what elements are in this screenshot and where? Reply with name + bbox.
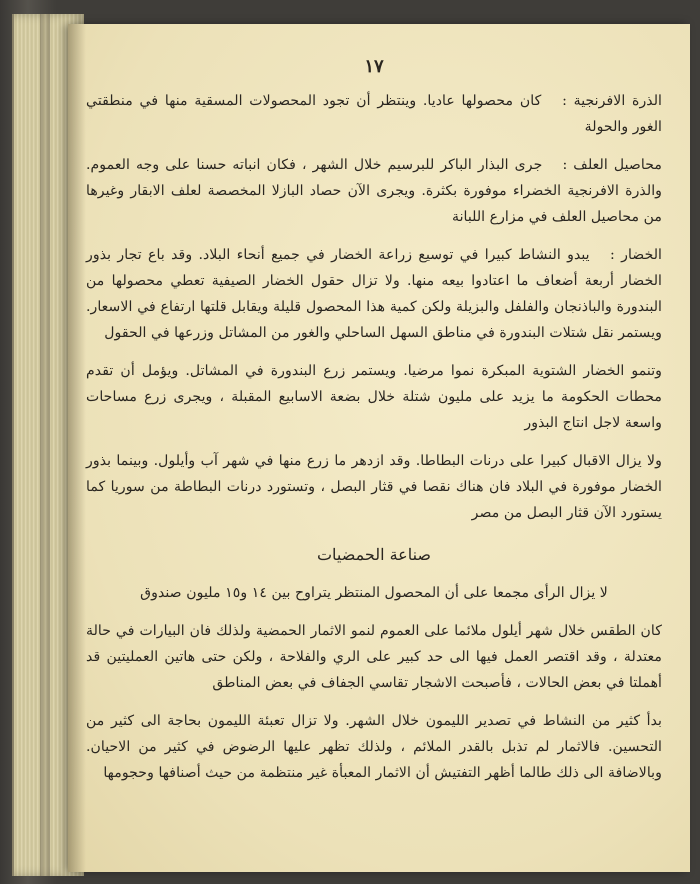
gutter-shadow (68, 24, 86, 872)
binding-strip (40, 14, 50, 876)
section-heading-citrus: صناعة الحمضيات (316, 545, 432, 564)
paragraph-citrus-weather: كان الطقس خلال شهر أيلول ملائما على العموم لنمو الاثمار الحمضية ولذلك فان البيارات في حالة معتدلة ، وقد اقتصر العمل فيها الى حد كبير على الري والفلاحة ، ولكن حتى هاتين العمليتين قد أهملتا في بعض الحالات ، فأصبحت الاشجار تقاسي الجفاف في بعض المناطق (86, 623, 662, 691)
paragraph-potatoes (86, 448, 662, 526)
paragraph-label: محاصيل العلف : (562, 157, 662, 173)
paragraph-label: الخضار : (609, 247, 662, 263)
paragraph-corn (86, 88, 662, 140)
paragraph-text: جرى البذار الباكر للبرسيم خلال الشهر ، فكان انباته حسنا على وجه العموم. والذرة الافرنجية الخضراء موفورة بكثرة. ويجرى الآن حصاد البازلا المخصصة لعلف الابقار وغيرها من محاصيل العلف في مزارع اللبانة (86, 157, 662, 225)
paragraph-lemon-export: بدأ كثير من النشاط في تصدير الليمون خلال الشهر. ولا تزال تعبئة الليمون بحاجة الى كثير من التحسين. فالاثمار لم تذبل بالقدر الملائم ، ولذلك تظهر عليها الرضوض في كثير من الاحيان. وبالاضافة الى ذلك طالما أظهر التفتيش أن الاثمار المعبأة غير منتظمة من حيث أصنافها وحجومها (86, 713, 662, 781)
page-content (86, 54, 662, 798)
paragraph-text: كان محصولها عاديا. وينتظر أن تجود المحصولات المسقية منها في منطقتي الغور والحولة (86, 93, 662, 135)
paragraph-fodder (86, 152, 662, 230)
paragraph-winter-vegetables (86, 358, 662, 436)
paragraph-label: الذرة الافرنجية : (562, 93, 663, 109)
paragraph-text: ولا يزال الاقبال كبيرا على درنات البطاطا. وقد ازدهر ما زرع منها في شهر آب وأيلول. وبينما بذور الخضار موفورة في البلاد فان هناك نقصا في قثار البصل ، وتستورد درنات البطاطة من سوريا كما يستورد الآن قثار البصل من مصر (86, 453, 662, 521)
page-number: ١٧ (364, 56, 384, 77)
paragraph-text: يبدو النشاط كبيرا في توسيع زراعة الخضار في جميع أنحاء البلاد. وقد باع تجار بذور الخضار أربعة أضعاف ما اعتادوا بيعه منها. ولا تزال حقول الخضار الصيفية تعطي محصولها من البندورة والباذنجان والفلفل والبزيلة ولكن كمية هذا المحصول قليلة ويقابل قلتها ارتفاع في الاسعار. ويستمر نقل شتلات البندورة في مناطق السهل الساحلي والغور من المشاتل وزرعها في الحقول (86, 247, 662, 341)
paragraph-text: وتنمو الخضار الشتوية المبكرة نموا مرضيا. ويستمر زرع البندورة في المشاتل. ويؤمل أن تقدم محطات الحكومة ما يزيد على مليون شتلة خلال بضعة الاسابيع المقبلة ، ويجرى زرع مساحات واسعة لاجل انتاج البذور (86, 363, 662, 431)
citrus-lead-line: لا يزال الرأى مجمعا على أن المحصول المنتظر يتراوح بين ١٤ و١٥ مليون صندوق (140, 585, 608, 601)
paragraph-vegetables (86, 242, 662, 346)
